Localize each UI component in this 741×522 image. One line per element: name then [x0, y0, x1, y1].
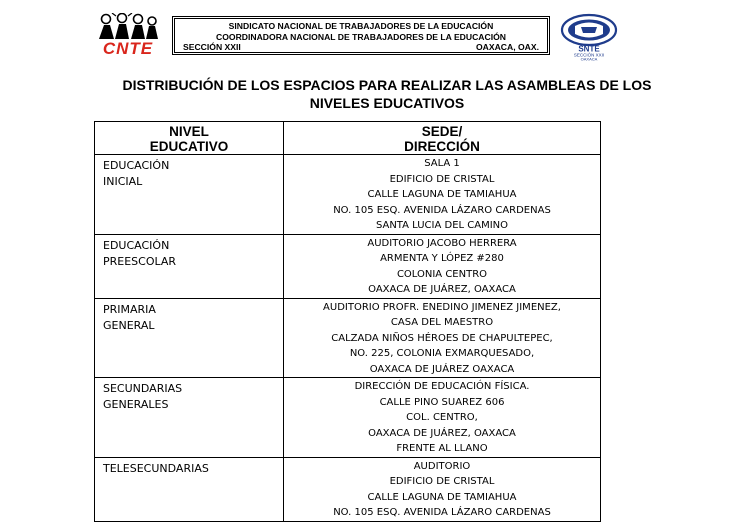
table-row	[95, 457, 601, 521]
cnte-figures-icon	[96, 13, 160, 39]
header-city: OAXACA, OAX.	[475, 42, 539, 52]
sede-cell	[284, 298, 601, 378]
sede-text: AUDITORIO	[413, 460, 471, 472]
nivel-text: TELESECUNDARIAS	[103, 461, 209, 475]
header-sede	[284, 122, 601, 155]
sede-text: AUDITORIO PROFR. ENEDINO JIMENEZ JIMENEZ,	[323, 301, 561, 313]
sede-text: OAXACA DE JUÁREZ OAXACA	[369, 363, 515, 375]
assemblies-table	[94, 121, 601, 522]
header-nivel-line: NIVEL	[169, 124, 209, 139]
snte-logo-sub2: OAXACA	[580, 56, 598, 61]
nivel-text: INICIAL	[103, 175, 143, 188]
sede-text: SALA 1	[424, 158, 460, 169]
nivel-text: PRIMARIA	[103, 302, 156, 316]
table-body	[95, 155, 601, 522]
nivel-text: EDUCACIÓN	[103, 159, 170, 172]
table-row	[95, 378, 601, 458]
sede-text: COLONIA CENTRO	[396, 268, 488, 280]
sede-cell	[284, 155, 601, 235]
header-section: SECCIÓN XXII	[183, 42, 241, 52]
title-line-2: NIVELES EDUCATIVOS	[309, 95, 465, 111]
document-title	[92, 76, 682, 112]
sede-cell	[284, 234, 601, 298]
sede-text: CASA DEL MAESTRO	[390, 317, 494, 328]
header-sede-line: SEDE/	[421, 124, 463, 139]
sede-cell	[284, 457, 601, 521]
sede-text: CALZADA NIÑOS HÉROES DE CHAPULTEPEC,	[331, 332, 553, 344]
nivel-cell	[95, 457, 284, 521]
sede-text: NO. 105 ESQ. AVENIDA LÁZARO CARDENAS	[333, 507, 551, 518]
sede-text: COL. CENTRO,	[406, 412, 478, 423]
cnte-logo-text: CNTE	[102, 39, 154, 58]
nivel-cell	[95, 234, 284, 298]
header-nivel-line: EDUCATIVO	[149, 138, 229, 154]
sede-text: DIRECCIÓN DE EDUCACIÓN FÍSICA.	[354, 381, 530, 392]
nivel-cell	[95, 155, 284, 235]
table-row	[95, 234, 601, 298]
sede-text: OAXACA DE JUÁREZ, OAXACA	[368, 427, 516, 439]
nivel-text: GENERALES	[103, 398, 169, 411]
header-line-1: SINDICATO NACIONAL DE TRABAJADORES DE LA EDUCACIÓN	[228, 21, 494, 31]
header-line-3	[183, 42, 539, 53]
nivel-text: GENERAL	[103, 318, 155, 332]
sede-text: OAXACA DE JUÁREZ, OAXACA	[368, 284, 516, 295]
header-line-2: COORDINADORA NACIONAL DE TRABAJADORES DE LA EDUCACIÓN	[216, 31, 506, 42]
sede-text: SANTA LUCIA DEL CAMINO	[375, 220, 509, 231]
nivel-text: SECUNDARIAS	[103, 382, 183, 395]
snte-seal-icon	[559, 13, 619, 61]
sede-text: EDIFICIO DE CRISTAL	[389, 173, 495, 185]
nivel-cell	[95, 298, 284, 378]
sede-text: NO. 105 ESQ. AVENIDA LÁZARO CARDENAS	[333, 204, 551, 216]
sede-cell	[284, 378, 601, 458]
table-header-row	[95, 122, 601, 155]
table-row	[95, 298, 601, 378]
sede-text: ARMENTA Y LÓPEZ #280	[380, 253, 504, 264]
sede-text: EDIFICIO DE CRISTAL	[389, 476, 495, 487]
sede-text: FRENTE AL LLANO	[396, 443, 488, 454]
title-line-1: DISTRIBUCIÓN DE LOS ESPACIOS PARA REALIZAR LAS ASAMBLEAS DE LOS	[122, 77, 652, 93]
sede-text: NO. 225, COLONIA EXMARQUESADO,	[349, 348, 535, 359]
header-nivel	[95, 122, 284, 155]
nivel-text: PREESCOLAR	[103, 254, 177, 268]
header-box	[172, 16, 550, 55]
sede-text: CALLE PINO SUAREZ 606	[379, 396, 505, 408]
nivel-cell	[95, 378, 284, 458]
sede-text: CALLE LAGUNA DE TAMIAHUA	[367, 189, 517, 200]
snte-logo-text: SNTE	[578, 44, 600, 54]
sede-text: AUDITORIO JACOBO HERRERA	[367, 237, 517, 249]
cnte-logo	[92, 13, 164, 59]
snte-logo	[559, 13, 619, 61]
sede-text: CALLE LAGUNA DE TAMIAHUA	[367, 491, 517, 503]
snte-logo-sub: SECCIÓN XXII	[573, 52, 605, 58]
header-sede-line: DIRECCIÓN	[404, 138, 480, 154]
table-row	[95, 155, 601, 235]
nivel-text: EDUCACIÓN	[103, 238, 170, 252]
